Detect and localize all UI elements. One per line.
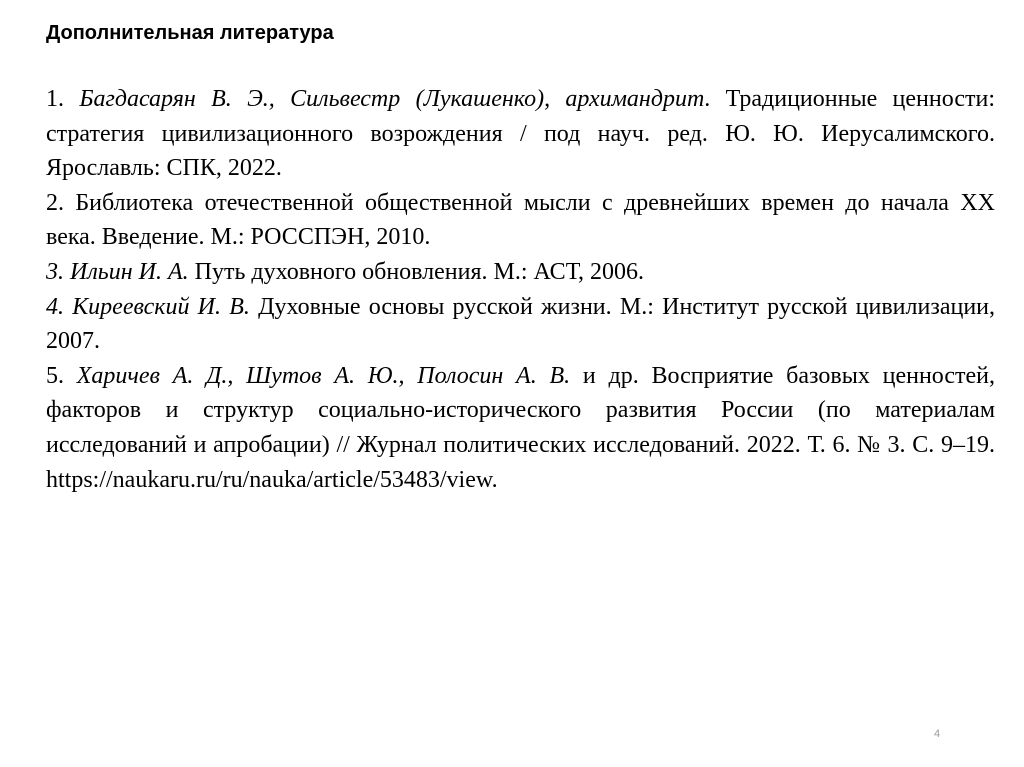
reference-number: 4. — [46, 293, 64, 320]
reference-text: и др. Восприятие базовых ценностей, факторов и структур социально-исторического развития России (по материалам исследований и апробации) // Журнал политических исследований. 2022. Т. 6. № 3. С. 9–19. — [46, 362, 996, 458]
reference-item-3 — [46, 255, 995, 290]
reference-authors: Киреевский И. В. — [72, 293, 250, 320]
reference-number: 1. — [46, 86, 64, 112]
reference-text: Духовные основы русской жизни. М.: Институт русской цивилизации, 2007. — [46, 293, 996, 355]
reference-item-1 — [46, 82, 995, 186]
slide-heading: Дополнительная литература — [46, 22, 334, 44]
reference-url-link[interactable]: https://naukaru.ru/ru/nauka/article/53483/view. — [46, 466, 498, 493]
reference-item-4 — [46, 290, 995, 359]
page-number: 4 — [934, 728, 941, 740]
reference-text: . Традиционные ценности: стратегия цивилизационного возрождения / под науч. ред. Ю. Ю. Иерусалимского. Ярославль: СПК, 2022. — [46, 86, 995, 182]
reference-item-5 — [46, 359, 995, 497]
reference-authors: Ильин И. А. — [70, 258, 189, 285]
reference-number: 3. — [46, 258, 64, 285]
reference-number: 2. — [46, 189, 64, 216]
reference-authors: Харичев А. Д., Шутов А. Ю., Полосин А. В. — [76, 362, 571, 389]
reference-item-2 — [46, 186, 995, 255]
reference-number: 5. — [46, 362, 64, 389]
reference-text: Путь духовного обновления. М.: АСТ, 2006. — [194, 258, 644, 285]
reference-body — [46, 359, 995, 463]
reference-authors: Багдасарян В. Э., Сильвестр (Лукашенко), архимандрит — [79, 86, 705, 112]
reference-list — [46, 82, 995, 497]
reference-text: Библиотека отечественной общественной мысли с древнейших времен до начала XX века. Введение. М.: РОССПЭН, 2010. — [46, 189, 995, 251]
